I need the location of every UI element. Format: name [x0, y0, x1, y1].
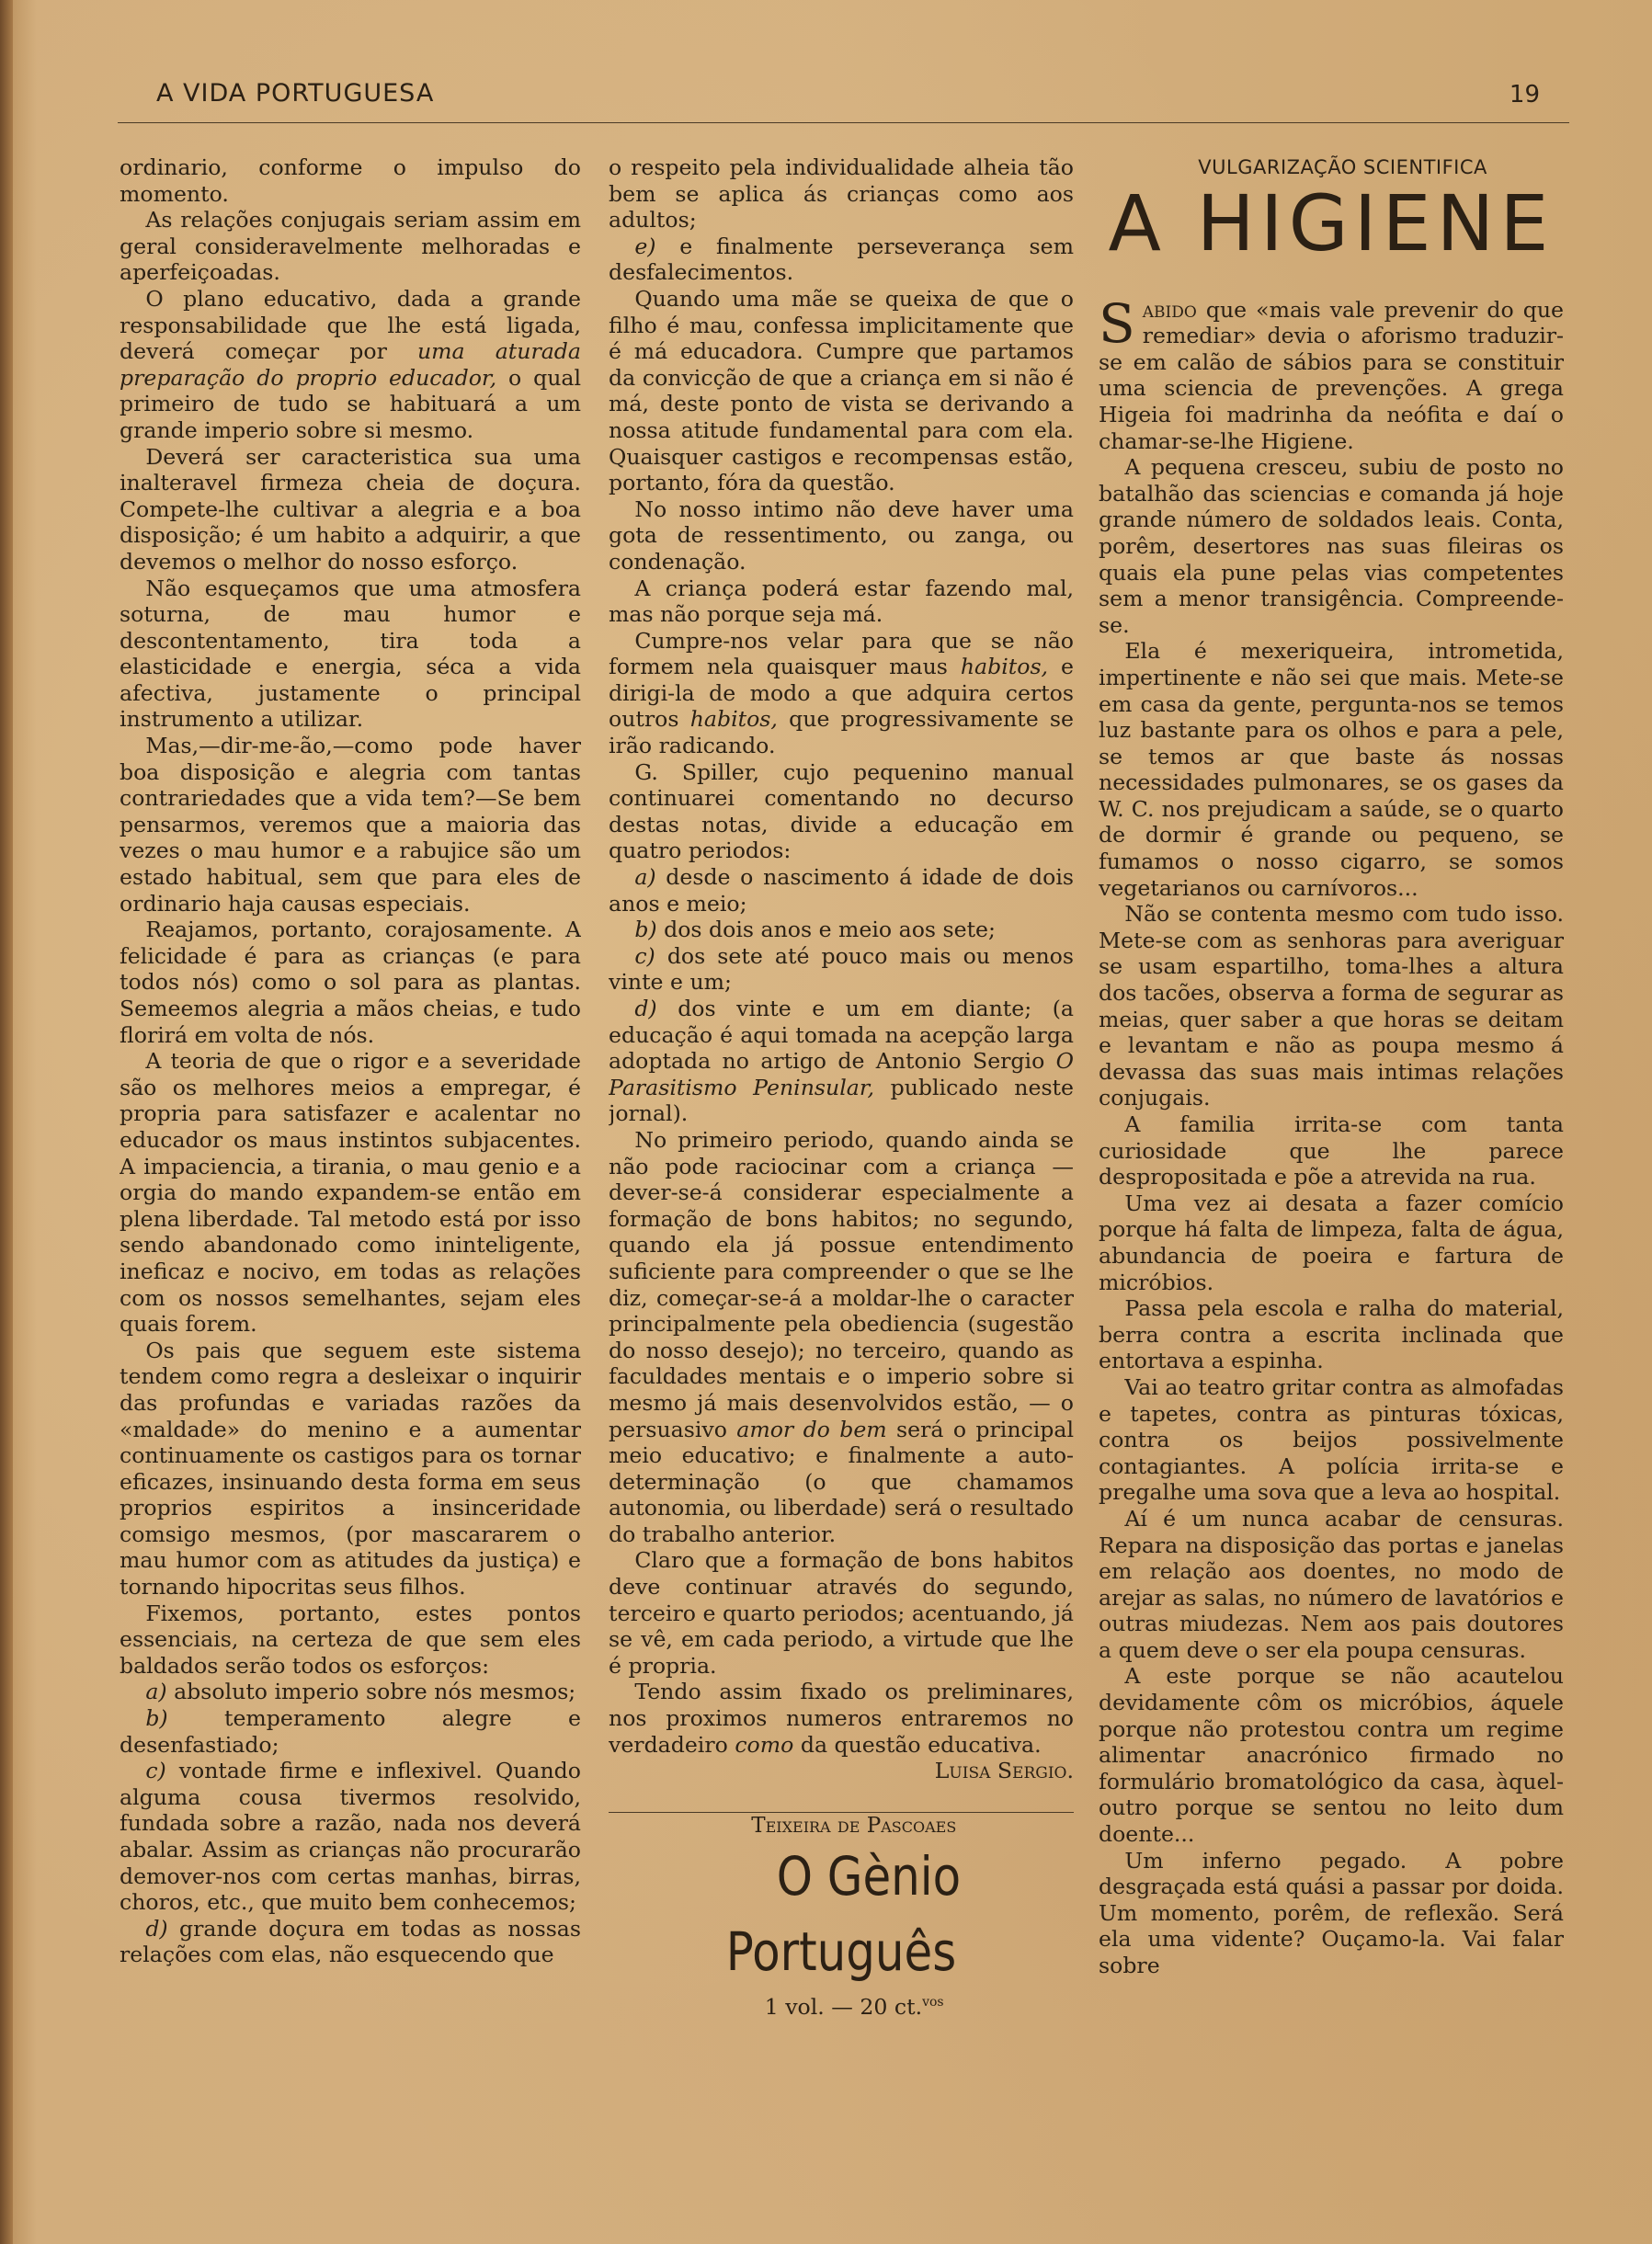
list-item: c) dos sete até pouco mais ou menos vinte e um; — [609, 942, 1074, 996]
paragraph: As relações conjugais seriam assim em geral consideravelmente melhoradas e aperfeiçoadas. — [120, 207, 581, 286]
page-binding-edge — [0, 0, 13, 2244]
header-rule — [118, 122, 1569, 123]
paragraph: Passa pela escola e ralha do material, berra contra a escrita inclinada que entortava a espinha. — [1099, 1295, 1564, 1374]
paragraph: o respeito pela individualidade alheia tão bem se aplica ás crianças como aos adultos; — [609, 154, 1074, 234]
list-item: c) vontade firme e inflexivel. Quando alguma cousa tivermos resolvido, fundada sobre a razão, nada nos deverá abalar. Assim as crianças não procurarão demover-nos com certas manhas, birras, choros, etc., que muito bem conhecemos; — [120, 1758, 581, 1916]
paragraph: Claro que a formação de bons habitos deve continuar através do segundo, terceiro e quarto periodos; acentuando, já se vê, em cada periodo, a virtude que lhe é propria. — [609, 1547, 1074, 1679]
list-item: a) desde o nascimento á idade de dois anos e meio; — [609, 864, 1074, 917]
paragraph: Ela é mexeriqueira, intrometida, impertinente e não sei que mais. Mete-se em casa da gente, pergunta-nos se temos luz bastante para os olhos e para a pele, se temos ar que baste ás nossas necessidades pulmonares, se os gases da W. C. nos prejudicam a saúde, se o quarto de dormir é grande ou pequeno, se fumamos o nosso cigarro, se somos vegetarianos ou carnívoros... — [1099, 638, 1564, 901]
paragraph: ordinario, conforme o impulso do momento. — [120, 154, 581, 207]
paragraph: Mas,—dir-me-ão,—como pode haver boa disposição e alegria com tantas contrariedades que a vida tem?—Se bem pensarmos, veremos que a maioria das vezes o mau humor e a rabujice são um estado habitual, sem que para eles de ordinario haja causas especiais. — [120, 733, 581, 917]
running-head: A VIDA PORTUGUESA — [156, 79, 435, 108]
author-signature: Luisa Sergio. — [934, 1758, 1074, 1784]
advert-price: 1 vol. — 20 ct.$^{vos}$ — [764, 1994, 944, 2021]
list-item: e) e finalmente perseverança sem desfalecimentos. — [609, 233, 1074, 286]
paragraph: No nosso intimo não deve haver uma gota de ressentimento, ou zanga, ou condenação. — [609, 496, 1074, 575]
paragraph: Os pais que seguem este sistema tendem como regra a desleixar o inquirir das profundas e variadas razões da «maldade» do menino e a aumentar continuamente os castigos para os tornar eficazes, insinuando desta forma em seus proprios espiritos a insinceridade comsigo mesmos, (por mascararem o mau humor com as atitudes da justiça) e tornando hipocritas seus filhos. — [120, 1337, 581, 1600]
list-item: d) dos vinte e um em diante; (a educação é aqui tomada na acepção larga adoptada no artigo de Antonio Sergio O Parasitismo Peninsular, publicado neste jornal). — [609, 996, 1074, 1127]
lead-paragraph: Sabido que «mais vale prevenir do que remediar» devia o aforismo traduzir-se em calão de sábios para se constituir uma sciencia de prevenções. A grega Higeia foi madrinha da neófita e daí o chamar-se-lhe Higiene. — [1099, 291, 1564, 454]
paragraph: A teoria de que o rigor e a severidade são os melhores meios a empregar, é propria para satisfazer e acalentar no educador os maus instintos subjacentes. A impaciencia, a tirania, o mau genio e a orgia do mando expandem-se então em plena liberdade. Tal metodo está por isso sendo abandonado como ininteligente, ineficaz e nocivo, em todas as relações com os nossos semelhantes, sejam eles quais forem. — [120, 1048, 581, 1338]
drop-cap: S — [1099, 291, 1135, 355]
paragraph: G. Spiller, cujo pequenino manual continuarei comentando no decurso destas notas, divide a educação em quatro periodos: — [609, 758, 1074, 864]
paragraph: A este porque se não acautelou devidamente côm os micróbios, áquele porque não protestou contra um regime alimentar anacrónico firmado no formulário bromatológico da casa, àquel-outro porque se sentou no leito dum doente... — [1099, 1663, 1564, 1848]
paragraph: Aí é um nunca acabar de censuras. Repara na disposição das portas e janelas em relação aos doentes, no modo de arejar as salas, no número de lavatórios e outras miudezas. Nem aos pais doutores a quem deve o ser ela poupa censuras. — [1099, 1505, 1564, 1663]
paragraph: Reajamos, portanto, corajosamente. A felicidade é para as crianças (e para todos nós) como o sol para as plantas. Semeemos alegria a mãos cheias, e tudo florirá em volta de nós. — [120, 917, 581, 1048]
list-item: d) grande doçura em todas as nossas relações com elas, não esquecendo que — [120, 1915, 581, 1968]
paragraph: A pequena cresceu, subiu de posto no batalhão das sciencias e comanda já hoje grande número de soldados leais. Conta, porêm, desertores nas suas fileiras os quais ela pune pelas vias competentes sem a menor transigência. Compreende-se. — [1099, 454, 1564, 638]
paragraph: O plano educativo, dada a grande responsabilidade que lhe está ligada, deverá começar por uma aturada preparação do proprio educador, o qual primeiro de tudo se habituará a um grande imperio sobre si mesmo. — [120, 285, 581, 443]
paragraph: Cumpre-nos velar para que se não formem nela quaisquer maus habitos, e dirigi-la de modo a que adquira certos outros habitos, que progressivamente se irão radicando. — [609, 627, 1074, 759]
paragraph: No primeiro periodo, quando ainda se não pode raciocinar com a criança —dever-se-á considerar especialmente a formação de bons habitos; no segundo, quando ela já possue entendimento suficiente para compreender o que se lhe diz, começar-se-á a moldar-lhe o caracter principalmente pela obediencia (sugestão do nosso desejo); no terceiro, quando as faculdades mentais e o imperio sobre si mesmo já mais desenvolvidos estão, — o persuasivo amor do bem será o principal meio educativo; e finalmente a auto-determinação (o que chamamos autonomia, ou liberdade) será o resultado do trabalho anterior. — [609, 1126, 1074, 1547]
paragraph: Um inferno pegado. A pobre desgraçada está quási a passar por doida. Um momento, porêm, de reflexão. Será ela uma vidente? Ouçamo-la. Vai falar sobre — [1099, 1847, 1564, 1978]
paragraph: A criança poderá estar fazendo mal, mas não porque seja má. — [609, 575, 1074, 628]
advert-author: Teixeira de Pascoaes — [751, 1813, 957, 1838]
paragraph: Quando uma mãe se queixa de que o filho é mau, confessa implicitamente que é má educadora. Cumpre que partamos da convicção de que a criança em si não é má, deste ponto de vista se derivando a nossa atitude fundamental para com ela. Quaisquer castigos e recompensas estão, portanto, fóra da questão. — [609, 285, 1074, 496]
list-item: b) temperamento alegre e desenfastiado; — [120, 1705, 581, 1758]
paragraph: A familia irrita-se com tanta curiosidade que lhe parece despropositada e põe a atrevida na rua. — [1099, 1111, 1564, 1190]
column-1 — [120, 154, 581, 2113]
paragraph: Fixemos, portanto, estes pontos essenciais, na certeza de que sem eles baldados serão todos os esforços: — [120, 1600, 581, 1679]
paragraph: Deverá ser caracteristica sua uma inalteravel firmeza cheia de doçura. Compete-lhe cultivar a alegria e a boa disposição; é um habito a adquirir, a que devemos o melhor do nosso esforço. — [120, 443, 581, 575]
paragraph: Não se contenta mesmo com tudo isso. Mete-se com as senhoras para averiguar se usam espartilho, toma-lhes a altura dos tacões, observa a forma de segurar as meias, quer saber a que horas se deitam e levantam e não as poupa mesmo á devassa das suas mais intimas relações conjugais. — [1099, 901, 1564, 1111]
list-item: b) dos dois anos e meio aos sete; — [634, 917, 996, 943]
section-kicker: VULGARIZAÇÃO SCIENTIFICA — [1198, 156, 1487, 178]
paragraph: Tendo assim fixado os preliminares, nos proximos numeros entraremos no verdadeiro como da questão educativa. — [609, 1679, 1074, 1758]
page-number: 19 — [1509, 81, 1540, 108]
paragraph: Não esqueçamos que uma atmosfera soturna, de mau humor e descontentamento, tira toda a elasticidade e energia, séca a vida afectiva, justamente o principal instrumento a utilizar. — [120, 575, 581, 733]
article-title: A HIGIENE — [1108, 177, 1555, 268]
list-item: a) absoluto imperio sobre nós mesmos; — [145, 1679, 576, 1705]
advert-book-title: O Gènio Português — [725, 1845, 962, 1984]
paragraph: Vai ao teatro gritar contra as almofadas e tapetes, contra as pinturas tóxicas, contra os beijos possivelmente contagiantes. A polícia irrita-se e pregalhe uma sova que a leva ao hospital. — [1099, 1373, 1564, 1506]
column-2 — [609, 154, 1074, 2113]
column-3 — [1099, 154, 1564, 2113]
paragraph: Uma vez ai desata a fazer comício porque há falta de limpeza, falta de água, abundancia de poeira e fartura de micróbios. — [1099, 1190, 1564, 1295]
